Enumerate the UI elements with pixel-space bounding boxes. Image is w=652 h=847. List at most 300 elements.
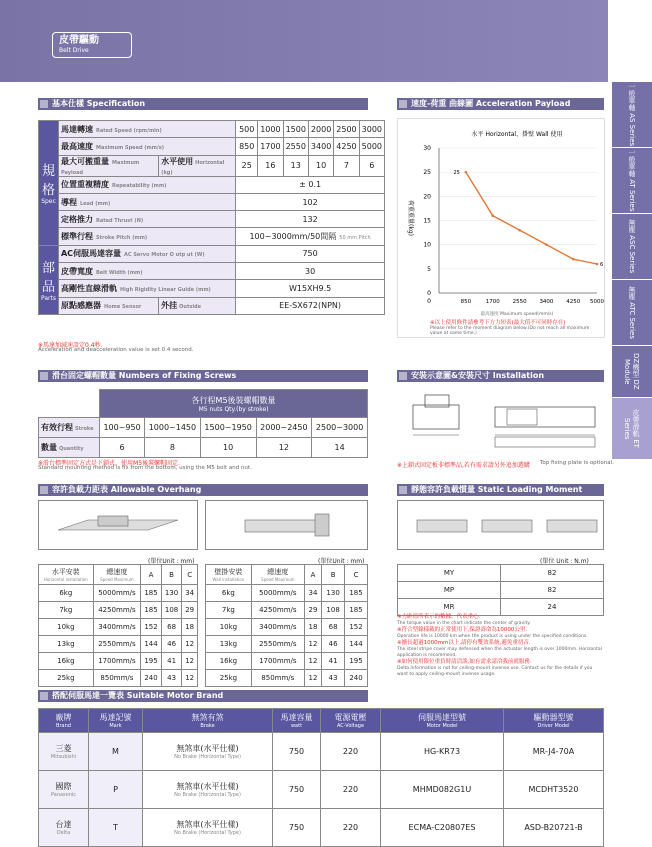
overhang-cell: 13kg (39, 636, 94, 653)
motor-header-en: AC-Voltage (336, 723, 365, 729)
overhang-cell: 13kg (206, 636, 252, 653)
section-overhang: 容許負載力距表 Allowable Overhang (38, 484, 368, 496)
static-note: Delta information is not for ceiling-mount invense use. Contact us for the details if you want to apply ceiling-mount invense usage. (397, 666, 593, 677)
motor-row (39, 771, 604, 809)
spec-value (236, 193, 385, 210)
chart-label-end: 6 (600, 262, 604, 268)
spec-value (236, 176, 385, 193)
spec-value-text: ± 0.1 (299, 180, 322, 190)
spec-table (38, 120, 385, 315)
spec-value: 3400 (308, 138, 333, 155)
chart-ytick: 30 (423, 145, 431, 152)
spec-row (39, 155, 385, 176)
motor-header-en: Driver Model (537, 723, 570, 729)
static-unit: (單位 Unit : N.m) (540, 558, 589, 565)
overhang-cell: 240 (345, 670, 368, 687)
parts-group-label (39, 245, 59, 314)
spec-label-en: Rated Thrust (N) (95, 217, 144, 224)
spec-note-red: ※馬達加減速設定0.4秒. (38, 342, 103, 349)
overhang-cell: 34 (304, 585, 321, 602)
spec-row (39, 245, 385, 262)
spec-group2-en: Parts (41, 295, 56, 303)
spec-value: 1700 (258, 138, 283, 155)
overhang-cell: 16kg (39, 653, 94, 670)
spec-value-text: 132 (302, 214, 318, 224)
section-motor: 搭配伺服馬達一覽表 Suitable Motor Brand (38, 690, 368, 702)
spec-note: Acceleration and deacceleration value is set 0.4 second. (38, 347, 194, 353)
motor-header (39, 709, 89, 733)
spec-label-en: Rated Speed (rpm/min) (95, 127, 162, 134)
overhang-cell: 6kg (39, 585, 94, 602)
overhang-cell: 41 (322, 653, 345, 670)
overhang-h1 (39, 565, 94, 585)
static-row (398, 582, 604, 599)
overhang-row (39, 653, 198, 670)
overhang-row (206, 585, 368, 602)
side-tab-5[interactable] (612, 398, 652, 460)
spec-row (39, 193, 385, 210)
spec-label (58, 155, 158, 176)
overhang-h2 (251, 565, 304, 585)
spec-value (236, 245, 385, 262)
side-tab-2[interactable] (612, 214, 652, 280)
overhang-cell: 5000mm/s (251, 585, 304, 602)
spec-value: 4250 (334, 138, 359, 155)
static-note-red: ※如何使用限位重負時請洽談,如有需求請洽我前就服務. (397, 659, 532, 665)
spec-value: 2000 (308, 121, 333, 138)
overhang-cell: 185 (345, 585, 368, 602)
chart-xtick: 1700 (485, 299, 500, 305)
motor-mark: M (89, 733, 143, 771)
page-header (0, 0, 608, 82)
chart-note-red: ※以上使用條件請參考下方力短表(最大值不可同時存在) (430, 320, 566, 326)
overhang-cell: 4250mm/s (93, 602, 141, 619)
static-value: 82 (501, 582, 604, 599)
chart-ytick: 25 (423, 169, 431, 177)
overhang-cell: 6kg (206, 585, 252, 602)
overhang-row (206, 653, 368, 670)
spec-sublabel-en: Outside (179, 304, 202, 311)
motor-driver: MCDHT3520 (504, 771, 604, 809)
spec-row (39, 228, 385, 245)
overhang-cell: 850mm/s (93, 670, 141, 687)
spec-label-text: 原點感應器 (60, 301, 101, 311)
overhang-cell: 29 (182, 602, 198, 619)
motor-header (504, 709, 604, 733)
motor-header-text: 廠牌 (55, 713, 72, 722)
spec-value: 2500 (334, 121, 359, 138)
overhang-row (39, 670, 198, 687)
overhang-cell: 195 (345, 653, 368, 670)
overhang-cell: 1700mm/s (251, 653, 304, 670)
overhang-col-header: C (182, 565, 198, 585)
overhang-cell: 46 (322, 636, 345, 653)
screws-qty-value: 14 (312, 438, 368, 458)
chart-note: Please refer to the moment diagram below.(Do not reach all maximum value at same time.) (430, 326, 590, 336)
overhang-h2-text: 總速度 (106, 568, 128, 576)
screws-qty-row (39, 438, 368, 458)
motor-header-en: Brake (200, 723, 215, 729)
screws-stroke-label (39, 418, 100, 438)
motor-brand-en: Mitsubishi (50, 754, 77, 760)
chart-xtick-zero: 0 (427, 298, 431, 305)
static-note-red: ※符合型錄樣載的正常使用下,保證壽命為10000公里. (397, 627, 528, 633)
spec-label-text: 馬達轉速 (60, 124, 93, 134)
motor-header-row (39, 709, 604, 733)
motor-table (38, 708, 604, 847)
screws-stroke-row (39, 418, 368, 438)
overhang-col-header: B (322, 565, 345, 585)
spec-row (39, 297, 385, 314)
chart-point (596, 263, 599, 266)
spec-label (58, 297, 158, 314)
section-install: 安裝示意圖&安裝尺寸 Installation Instructions&Dimentions (397, 370, 604, 382)
overhang-cell: 12 (304, 636, 321, 653)
chart-point (518, 229, 521, 232)
spec-sublabel-text: 外挂 (161, 301, 178, 311)
spec-label (58, 245, 235, 262)
overhang-col-header: A (304, 565, 321, 585)
screws-header-en: M5 nuts Qty.(by stroke) (198, 405, 269, 413)
screws-table (38, 389, 368, 458)
spec-value (236, 280, 385, 297)
spec-label-en: High Rigidity Linear Guide (mm) (119, 287, 211, 294)
screws-stroke-label-text: 有效行程 (41, 423, 73, 432)
chart-xtick: 850 (460, 299, 472, 305)
spec-value (236, 297, 385, 314)
overhang-cell: 2550mm/s (251, 636, 304, 653)
overhang-cell: 43 (161, 670, 182, 687)
spec-value: 1500 (283, 121, 308, 138)
motor-header-en: Brand (56, 723, 71, 729)
spec-value-text: W15XH9.5 (288, 284, 332, 294)
spec-value: 6 (359, 155, 384, 176)
spec-value: 500 (236, 121, 258, 138)
static-label: MR (398, 599, 501, 616)
motor-brand-text: 台達 (55, 820, 72, 829)
motor-header-text: 馬達容量 (280, 713, 313, 722)
chart-ytick: 0 (427, 290, 431, 297)
overhang-col-header: B (161, 565, 182, 585)
overhang-row (39, 602, 198, 619)
spec-row (39, 263, 385, 280)
screws-qty-label-text: 數量 (41, 443, 57, 452)
spec-label-en: Maximum Payload (60, 159, 140, 176)
overhang-col-header: C (345, 565, 368, 585)
spec-value: 5000 (359, 138, 384, 155)
overhang-h2-en: Speed Maximum (100, 577, 134, 582)
side-tab-1[interactable] (612, 148, 652, 214)
section-chart: 速度-荷重 曲線圖 Acceleration Payload Relationship (397, 98, 604, 110)
chart-point (465, 171, 468, 174)
chart-ylabel: 荷重重量(kg) (407, 200, 414, 236)
motor-row (39, 733, 604, 771)
overhang-cell: 2550mm/s (93, 636, 141, 653)
spec-label-text: 標準行程 (60, 232, 93, 242)
screws-stroke-value: 2000~2450 (256, 418, 312, 438)
static-note-red: ※擴長超過1000mm以上,請停有雙效系統,避免重切音. (397, 640, 531, 646)
chart-xtick: 4250 (566, 299, 581, 305)
spec-label-en: Lead (mm) (79, 200, 111, 207)
overhang-h1 (206, 565, 252, 585)
side-tab-label: 皮帶滑軌 ET Series (623, 409, 640, 448)
overhang-h1-text: 水平安裝 (51, 568, 80, 576)
spec-row (39, 121, 385, 138)
overhang-diagram-wall (205, 500, 368, 550)
motor-mark: T (89, 809, 143, 847)
screws-qty-label (39, 438, 100, 458)
motor-brake-en: No Brake (Horizontal Type) (174, 792, 241, 798)
overhang-cell: 850mm/s (251, 670, 304, 687)
static-row (398, 565, 604, 582)
overhang-row (39, 636, 198, 653)
overhang-cell: 12 (182, 653, 198, 670)
spec-sublabel-en: Horizontal (kg) (161, 159, 225, 176)
overhang-cell: 185 (141, 585, 162, 602)
motor-brand-en: Delta (56, 830, 71, 836)
chart-ytick: 5 (427, 265, 431, 273)
screws-qty-label-en: Quantity (59, 446, 84, 452)
overhang-col-header: A (141, 565, 162, 585)
spec-label-en: Belt Width (mm) (95, 269, 143, 276)
spec-value (236, 211, 385, 228)
screws-header-text: 各行程M5後裝螺帽數量 (191, 395, 276, 405)
overhang-cell: 18 (304, 619, 321, 636)
overhang-cell: 68 (161, 619, 182, 636)
install-drawing (397, 385, 607, 455)
overhang-h1-en: Wall installation (212, 577, 245, 582)
overhang-cell: 152 (141, 619, 162, 636)
spec-group-label (39, 121, 59, 246)
chart-ytick: 15 (423, 217, 431, 225)
spec-label (58, 138, 235, 155)
motor-brake-text: 無煞車(水平仕樣) (176, 744, 239, 753)
header-title: 皮帶驅動 (59, 35, 99, 46)
motor-header (273, 709, 321, 733)
spec-value: 7 (334, 155, 359, 176)
section-screws: 滑台固定螺帽數量 Numbers of Fixing Screws (38, 370, 368, 382)
spec-value-text: 100~3000mm/50間隔 (249, 232, 337, 242)
static-note: Operation life is 10000 km when the product is using under the specified conditions. (397, 634, 588, 639)
screws-stroke-value: 1500~1950 (200, 418, 256, 438)
static-value: 24 (501, 599, 604, 616)
side-tab-label: 無塵 ASC Series (628, 219, 636, 274)
motor-header-text: 無煞有煞 (191, 713, 224, 722)
screws-qty-value: 8 (145, 438, 201, 458)
overhang-cell: 130 (322, 585, 345, 602)
side-tab-4[interactable] (612, 346, 652, 398)
spec-label (58, 228, 235, 245)
side-tab-label: 一般單軸 AS Series (628, 82, 636, 147)
chart-xtick: 3400 (539, 299, 554, 305)
static-note: The steel stripe cover may defensed when the actuator length is over 1000mm. Horizontal application is recommend. (397, 647, 602, 658)
spec-label-text: 位置重複精度 (60, 180, 109, 190)
overhang-cell: 144 (141, 636, 162, 653)
spec-label-text: 導程 (60, 197, 77, 207)
motor-watt: 750 (273, 771, 321, 809)
static-note-red: ※力距值所表示的數據，代表重心. (397, 614, 481, 620)
side-tab-3[interactable] (612, 280, 652, 346)
chart-xtick: 2550 (512, 299, 527, 305)
overhang-diagram-horizontal (38, 500, 198, 550)
spec-row (39, 138, 385, 155)
motor-brake (143, 809, 273, 847)
motor-model: ECMA-C20807ES (381, 809, 504, 847)
static-table (397, 564, 604, 616)
spec-value: 16 (258, 155, 283, 176)
spec-label-text: 皮帶寬度 (60, 266, 93, 276)
chart-point (545, 243, 548, 246)
motor-brake-en: No Brake (Horizontal Type) (174, 754, 241, 760)
spec-value: 10 (308, 155, 333, 176)
overhang-cell: 195 (141, 653, 162, 670)
spec-label (58, 193, 235, 210)
chart-ytick: 20 (423, 193, 431, 201)
motor-brand (39, 809, 89, 847)
spec-value-text: EE-SX672(NPN) (279, 301, 342, 311)
overhang-cell: 7kg (39, 602, 94, 619)
overhang-unit-left: (單位Unit : mm) (148, 558, 195, 565)
overhang-h1-en: Horizontal installation (43, 577, 88, 582)
motor-brake (143, 733, 273, 771)
overhang-row (39, 619, 198, 636)
spec-row (39, 280, 385, 297)
side-tab-0[interactable] (612, 82, 652, 148)
chart-point (491, 214, 494, 217)
overhang-cell: 185 (345, 602, 368, 619)
overhang-header-row (206, 565, 368, 585)
spec-value: 13 (283, 155, 308, 176)
overhang-cell: 43 (322, 670, 345, 687)
motor-brand-en: Panasonic (50, 792, 77, 798)
overhang-unit-right: (單位Unit : mm) (318, 558, 365, 565)
overhang-cell: 12 (182, 636, 198, 653)
motor-header-text: 伺服馬達型號 (418, 713, 466, 722)
side-tab-label: 一般單軸 AT Series (628, 149, 636, 212)
overhang-cell: 5000mm/s (93, 585, 141, 602)
spec-label (58, 121, 235, 138)
motor-mark: P (89, 771, 143, 809)
overhang-cell: 4250mm/s (251, 602, 304, 619)
payload-chart (397, 118, 605, 338)
motor-header-en: watt (290, 723, 303, 729)
chart-title: 水平 Horizontal、掛壁 Wall 使用 (471, 131, 563, 138)
overhang-cell: 16kg (206, 653, 252, 670)
spec-label-en: Home Sensor (103, 304, 142, 311)
static-row (398, 599, 604, 616)
chart-label-start: 25 (453, 170, 460, 177)
overhang-cell: 18 (182, 619, 198, 636)
spec-row (39, 211, 385, 228)
overhang-cell: 25kg (39, 670, 94, 687)
overhang-cell: 46 (161, 636, 182, 653)
overhang-cell: 108 (161, 602, 182, 619)
motor-brake-text: 無煞車(水平仕樣) (176, 820, 239, 829)
spec-sublabel (159, 297, 236, 314)
chart-xtick: 5000 (590, 299, 604, 305)
spec-group2: 部品 (41, 261, 55, 296)
side-tab-label: DZ機型 DZ Module (623, 353, 640, 390)
screws-stroke-label-en: Stroke (75, 426, 94, 432)
motor-volt: 220 (321, 809, 381, 847)
overhang-h2-en: Speed Maximum (261, 577, 295, 582)
side-tab-label: 無塵 ATC Series (628, 286, 636, 339)
overhang-cell: 108 (322, 602, 345, 619)
spec-label (58, 280, 235, 297)
motor-row (39, 809, 604, 847)
chart-series-line (466, 172, 597, 264)
spec-row (39, 176, 385, 193)
overhang-header-row (39, 565, 198, 585)
overhang-cell: 41 (161, 653, 182, 670)
overhang-cell: 12 (304, 653, 321, 670)
overhang-cell: 144 (345, 636, 368, 653)
motor-volt: 220 (321, 733, 381, 771)
spec-group1: 規格 (41, 164, 55, 199)
overhang-cell: 12 (182, 670, 198, 687)
motor-header (89, 709, 143, 733)
static-note: The torque value in the chart indicate the center of gravity. (397, 621, 531, 626)
spec-label-en: Repeatability (mm) (111, 183, 167, 190)
motor-volt: 220 (321, 771, 381, 809)
overhang-cell: 3400mm/s (93, 619, 141, 636)
motor-model: HG-KR73 (381, 733, 504, 771)
overhang-cell: 1700mm/s (93, 653, 141, 670)
spec-value: 1000 (258, 121, 283, 138)
spec-label-en: AC Servo Motor O utp ut (W) (124, 252, 205, 259)
spec-label (58, 263, 235, 280)
screws-stroke-value: 100~950 (100, 418, 145, 438)
overhang-cell: 34 (182, 585, 198, 602)
motor-header (143, 709, 273, 733)
header-badge (52, 32, 132, 58)
overhang-row (206, 602, 368, 619)
spec-value-text: 30 (305, 266, 316, 276)
overhang-cell: 10kg (206, 619, 252, 636)
spec-value-text: 750 (302, 249, 318, 259)
chart-point (572, 258, 575, 261)
static-value: 82 (501, 565, 604, 582)
motor-model: MHMD082G1U (381, 771, 504, 809)
overhang-cell: 7kg (206, 602, 252, 619)
spec-label-text: 高剛性直線滑軌 (60, 284, 117, 294)
screws-stroke-value: 1000~1450 (145, 418, 201, 438)
motor-driver: MR-J4-70A (504, 733, 604, 771)
overhang-cell: 3400mm/s (251, 619, 304, 636)
spec-value-small: 50 mm Pitch (339, 235, 371, 242)
spec-group1-en: Spec (41, 198, 56, 206)
overhang-row (206, 670, 368, 687)
overhang-h2 (93, 565, 141, 585)
spec-label-en: Stroke Pitch (mm) (95, 235, 148, 242)
overhang-cell: 185 (141, 602, 162, 619)
spec-sublabel (159, 155, 236, 176)
motor-header (321, 709, 381, 733)
screws-note-red: ※滑台標準固定方式是下鎖式，使用M5後裝螺帽固定. (38, 460, 180, 467)
overhang-row (206, 619, 368, 636)
motor-header-en: Motor Model (426, 723, 458, 729)
screws-header (100, 390, 368, 418)
overhang-cell: 130 (161, 585, 182, 602)
overhang-cell: 12 (304, 670, 321, 687)
overhang-cell: 240 (141, 670, 162, 687)
chart-ytick: 10 (423, 241, 431, 249)
motor-brake-text: 無煞車(水平仕樣) (176, 782, 239, 791)
overhang-row (206, 636, 368, 653)
chart-xlabel: 最高速度 Maximum speed(mm/s) (480, 312, 554, 317)
motor-brand-text: 國際 (55, 782, 72, 791)
spec-label (58, 211, 235, 228)
